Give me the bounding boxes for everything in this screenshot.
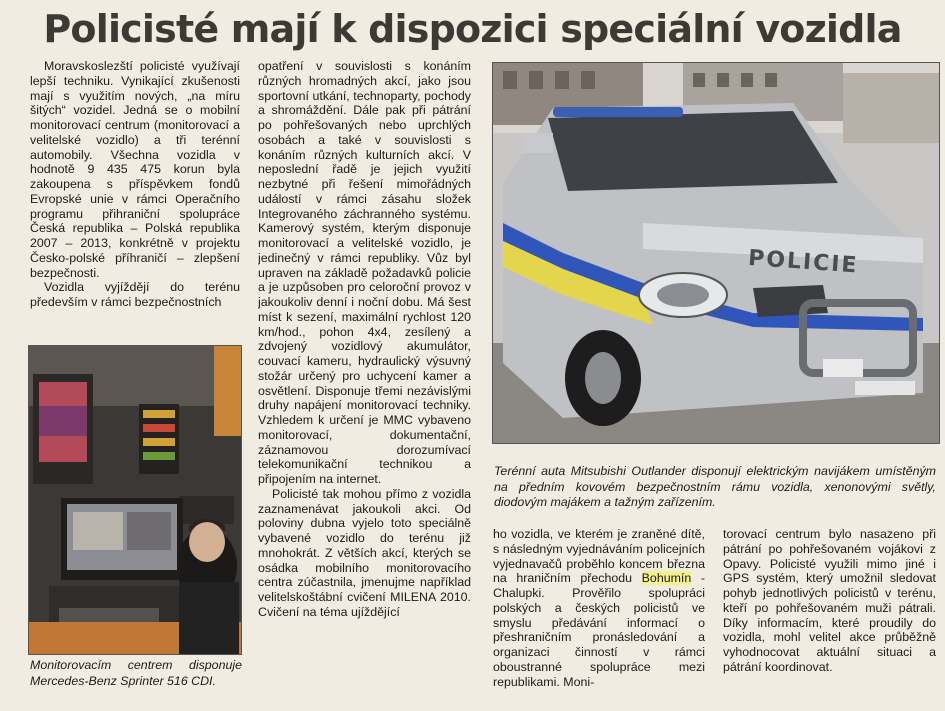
paragraph: opatření v souvislosti s konáním různých hromadných akcí, jako jsou sportovní utkání, technoparty, pochody a shromáždění. Dále pak při pátrání po pohřešovaných nebo uprchlých osobách a také v souvislosti s konáním různých kulturních akcí. V neposlední řadě je jejich využití nezbytné při řešení mimořádných událostí v rámci zásahu složek Integrovaného záchranného systému. Kamerový systém, kterým disponuje monitorovací a velitelské vozidlo, je jedinečný v rámci republiky. Vůz byl upraven na základě požadavků policie a je uzpůsoben pro celoroční provoz v jakoukoliv denní i noční dobu. Má šest míst k sezení, maximální rychlost 120 km/hod., pohon 4x4, zesílený a zdvojený vozidlový akumulátor, couvací kameru, hydraulický výsuvný stožár určený pro uchycení kamer a osvětlení. Disponuje třemi nezávislými druhy napájení monitorovací techniky. Vzhledem k určení je MMC vybaveno monitorovací, dokumentační, záznamovou dorozumívací telekomunikační technikou a připojením na internet. bbox=[258, 59, 471, 486]
highlighted-place-name: Bohumín bbox=[641, 571, 692, 586]
monitoring-center-photo bbox=[28, 345, 242, 655]
car-lettering: POLICIE bbox=[747, 245, 860, 279]
paragraph: Policisté tak mohou přímo z vozidla zaznamenávat jakoukoli akci. Od poloviny dubna vyjelo toto speciálně vybavené vozidlo do terénu již mnohokrát. Z větších akcí, kterých se osádka mobilního monitorovacího centra zúčastnila, jmenujme například velitelskoštábní cvičení MILENA 2010. Cvičení na téma ujíždějící bbox=[258, 486, 471, 619]
headline: Policisté mají k dispozici speciální vozidla bbox=[43, 7, 902, 51]
text-part: - Chalupki. Prověřilo spolupráci polských a českých policistů ve smyslu předávání informací o přeshraničním pronásledování a organizaci činností v rámci oboustranné spolupráce mezi republikami. Moni- bbox=[493, 571, 705, 689]
police-car-illustration bbox=[493, 63, 939, 443]
paragraph: Vozidla vyjíždějí do terénu především v rámci bezpečnostních bbox=[30, 280, 240, 309]
text-part: ho vozidla, ve kterém je zraněné dítě, s následným vyjednáváním policejních vyjednavačů proběhlo koncem března na hraničním přechodu bbox=[493, 527, 705, 586]
paragraph bbox=[493, 527, 705, 689]
caption-left: Monitorovacím centrem disponuje Mercedes-Benz Sprinter 516 CDI. bbox=[30, 658, 242, 688]
article-column-2 bbox=[258, 59, 471, 711]
paragraph: torovací centrum bylo nasazeno při pátrání po pohřešovaném vojákovi z Opavy. Policisté využili mimo jiné i GPS systém, který umožnil sledovat pohyb jednotlivých policistů v terénu, kteří po pohřešovaném muži pátrali. Díky informacím, které proudily do vozidla, mohl velitel akce průběžně vyhodnocovat aktuální situaci a pátrání koordinovat. bbox=[723, 527, 936, 674]
caption-right: Terénní auta Mitsubishi Outlander disponují elektrickým navijákem umístěným na předním kovovém bezpečnostním rámu vozidla, xenonovými světly, diodovým majákem a tažným zařízením. bbox=[494, 464, 936, 509]
article-column-3 bbox=[493, 527, 705, 711]
article-column-1 bbox=[30, 59, 240, 341]
police-car-photo bbox=[492, 62, 940, 444]
article-column-4 bbox=[723, 527, 936, 711]
paragraph: Moravskoslezští policisté využívají lepší techniku. Vynikající zkušenosti mají s využitím nových, „na míru šitých“ vozidel. Jedná se o mobilní monitorovací centrum (monitorovací a velitelské vozidlo) a tři terénní automobily. Všechna vozidla v hodnotě 9 435 475 korun byla zakoupena s příspěvkem fondů Evropské unie v rámci Operačního programu přihraniční spolupráce Česká republika – Polská republika 2007 – 2013, konkrétně v projektu Česko-polské příhraničí – zlepšení bezpečnosti. bbox=[30, 59, 240, 280]
monitoring-center-illustration bbox=[29, 346, 241, 654]
